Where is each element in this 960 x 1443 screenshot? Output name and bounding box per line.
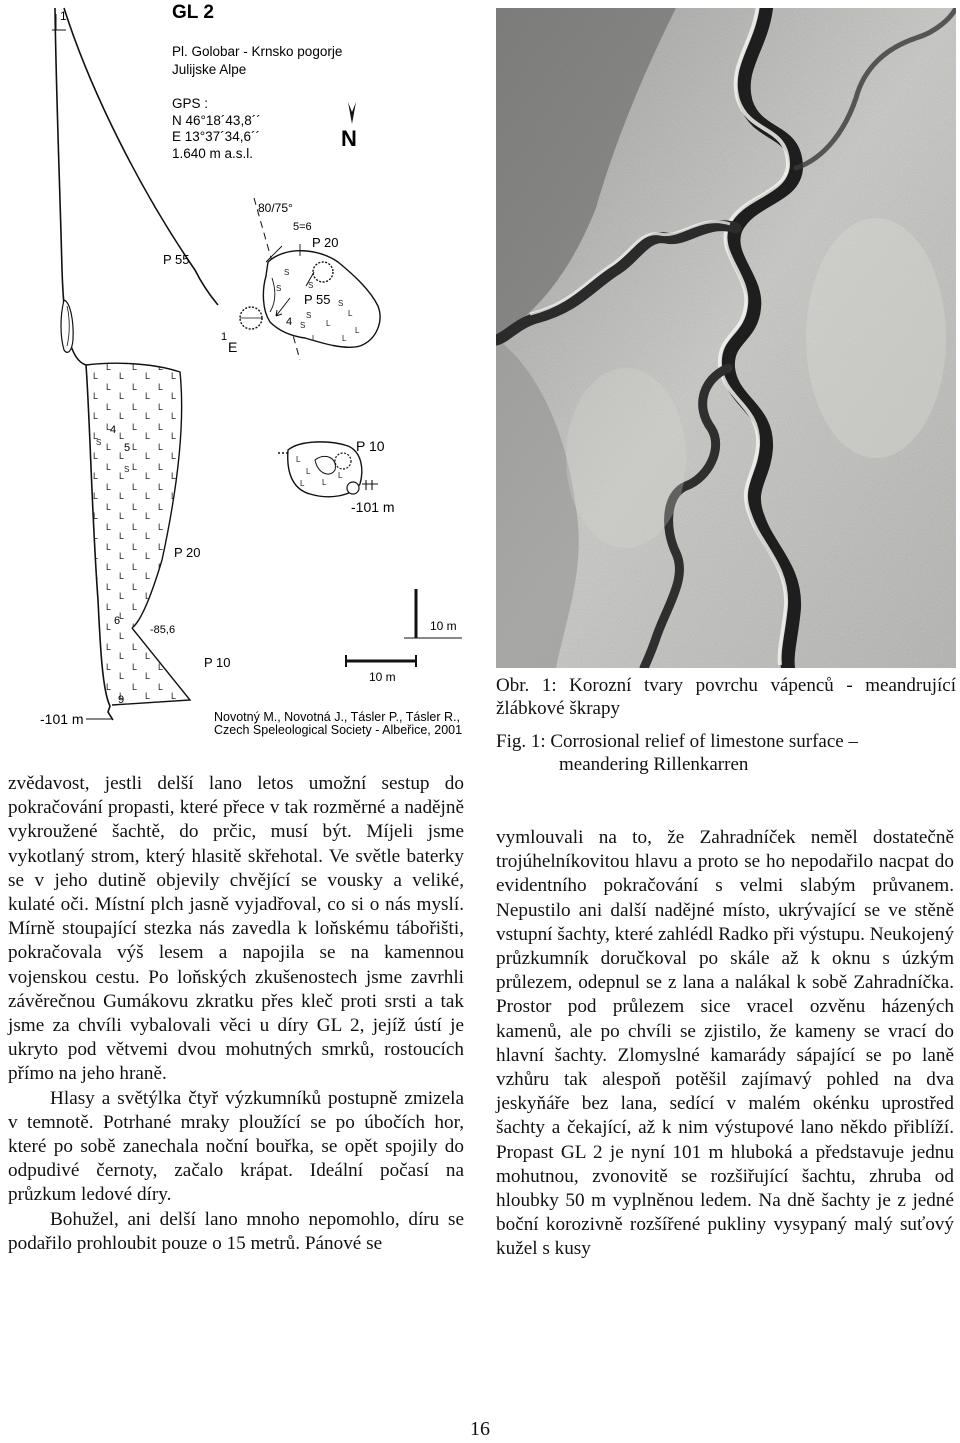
p20-top-label: P 20 (312, 235, 339, 250)
vertical-scale-bar (404, 589, 462, 638)
plan-station-4-label: 4 (286, 316, 293, 328)
dip-label: 80/75° (258, 201, 293, 215)
left-paragraph-2: Hlasy a světýlka čtyř výzkumníků postupně zmizela v temnotě. Potrhané mraky ploužící se po úbočích hor, které po sobě zanechala noční bouřka, se opět spojily do odpudivé černoty, začalo krápat. Ideální počasí na průzkum ledové díry. (8, 1087, 464, 1206)
svg-text:L: L (355, 326, 360, 335)
p20-mid-label: P 20 (174, 545, 201, 560)
svg-text:S: S (338, 299, 344, 308)
gps-label: GPS : (172, 96, 209, 111)
page-number: 16 (470, 1418, 490, 1440)
depth-85-label: -85,6 (150, 624, 176, 636)
figure-caption-english-line1: Fig. 1: Corrosional relief of limestone surface – (496, 731, 858, 752)
map-title: GL 2 (172, 2, 214, 23)
entrance-station-number: 1 (221, 331, 228, 343)
svg-text:S: S (306, 311, 312, 320)
svg-text:L: L (326, 319, 331, 328)
gps-east: E 13°37´34,6´´ (172, 129, 260, 144)
horizontal-scale-bar (346, 655, 416, 684)
left-paragraph-1: zvědavost, jestli delší lano letos umožní sestup do pokračování propasti, které přece v tak rozměrné a nadějně vykroužené šachtě, do prčic, musí být. Míjeli jsme vykotlaný strom, který hlasitě skřehotal. Ve světle baterky se v jeho dutině objevily chvějící se vousky a veliké, kulaté oči. Místní plch jasně vyjadřoval, co si o nás myslí. Mírně stoupající stezka nás zavedla k loňskému tábořišti, pokračovala výš lesem a napojila se na kamennou vojenskou cestu. Po loňských zkušenostech jsme zavrhli závěrečnou Gumákovu zkratku přes kleč proti srsti a tak jsme za chvíli vybalovali věci u díry GL 2, jejíž ústí je ukryto pod větvemi dvou mohutných smrků, rostoucích přímo na jeho hraně. (8, 773, 464, 1085)
north-arrow-icon (341, 102, 357, 151)
svg-text:S: S (124, 465, 130, 474)
survey-credits-authors: Novotný M., Novotná J., Tásler P., Tásler R., (214, 710, 460, 724)
left-paragraph-3: Bohužel, ani delší lano mnoho nepomohlo, díru se podařilo prohloubit pouze o 15 metrů. Pánové se (8, 1208, 464, 1254)
station-6-label: 6 (114, 615, 121, 627)
survey-station-1-top: 1 (60, 9, 67, 23)
svg-text:L: L (300, 479, 305, 488)
gps-north: N 46°18´43,8´´ (172, 113, 261, 128)
svg-text:L: L (306, 467, 311, 476)
svg-text:L: L (312, 334, 317, 343)
location-line-1: Pl. Golobar - Krnsko pogorje (172, 44, 343, 59)
figure-caption-czech: Obr. 1: Korozní tvary povrchu vápenců - meandrující žlábkové škrapy (496, 675, 956, 719)
svg-text:L: L (342, 334, 347, 343)
entrance-label: E (228, 339, 238, 355)
right-paragraph-1: vymlouvali na to, že Zahradníček neměl dostatečně trojúhelníkovitou hlavu a proto se ho nepodařilo nacpat do evidentního pokračování s velmi slabým průvanem. Nepustilo ani další nadějné místo, ukrývající se ve stěně vstupní šachty, které zahlédl Radko při výstupu. Neukojený průzkumník doručkoval po skále až k oknu s úzkým průlezem, odepnul se z lana a nalákal k sobě Zahradníčka. Prostor pod průlezem sice vracel ozvěnu házených kamenů, ale po chvíli se zjistilo, že kameny se vrací do hlavní šachty. Zlomyslné kamarády sápající se po laně vzhůru tak alespoň potěšil zajímavý pohled na dva jeskyňáře bez lana, sedící v malém okénku uprostřed šachty a čekající, až k nim výstupové lano někdo přiblíží. Propast GL 2 je nyní 101 m hluboká a představuje jednu mohutnou, zvonovitě se rozšiřující šachtu, zhruba od hloubky 50 m vyplněnou ledem. Na dně šachty je z jedné boční korozivně rozšířené pukliny vysypaný malý suťový kužel s kusy (496, 827, 954, 1260)
figure-caption-english-line2: meandering Rillenkarren (559, 754, 749, 775)
svg-text:L: L (338, 471, 343, 480)
gps-altitude: 1.640 m a.s.l. (172, 146, 254, 161)
svg-text:S: S (276, 284, 282, 293)
svg-text:S: S (308, 281, 314, 290)
survey-credits-society: Czech Speleological Society - Albeřice, 2001 (214, 723, 463, 737)
location-line-2: Julijske Alpe (172, 62, 247, 77)
depth-plan-label: -101 m (351, 499, 395, 515)
ice-fill (86, 363, 190, 705)
svg-text:L: L (348, 309, 353, 318)
cave-survey-map (0, 0, 480, 750)
depth-101-label: -101 m (40, 711, 84, 727)
p55-plan-label: P 55 (304, 292, 331, 307)
svg-text:S: S (96, 438, 102, 447)
svg-text:L: L (322, 478, 327, 487)
meandering-rillenkarren-limestone-photo (496, 8, 956, 668)
svg-text:S: S (284, 268, 290, 277)
svg-text:10 m: 10 m (430, 619, 457, 633)
p10-plan-label: P 10 (356, 438, 385, 454)
figure-caption-english (496, 730, 956, 776)
svg-text:L: L (296, 455, 301, 464)
p10-bottom-label: P 10 (204, 655, 231, 670)
svg-text:10 m: 10 m (369, 670, 396, 684)
station-5-6-label: 5=6 (293, 221, 312, 233)
station-9-label: 9 (118, 694, 125, 706)
station-5-label: 5 (124, 442, 131, 454)
station-4-label: 4 (110, 424, 117, 436)
left-text-column (8, 772, 464, 1256)
svg-text:N: N (341, 126, 357, 151)
p55-left-label: P 55 (163, 252, 190, 267)
svg-text:S: S (300, 321, 306, 330)
right-text-column (496, 826, 954, 1262)
